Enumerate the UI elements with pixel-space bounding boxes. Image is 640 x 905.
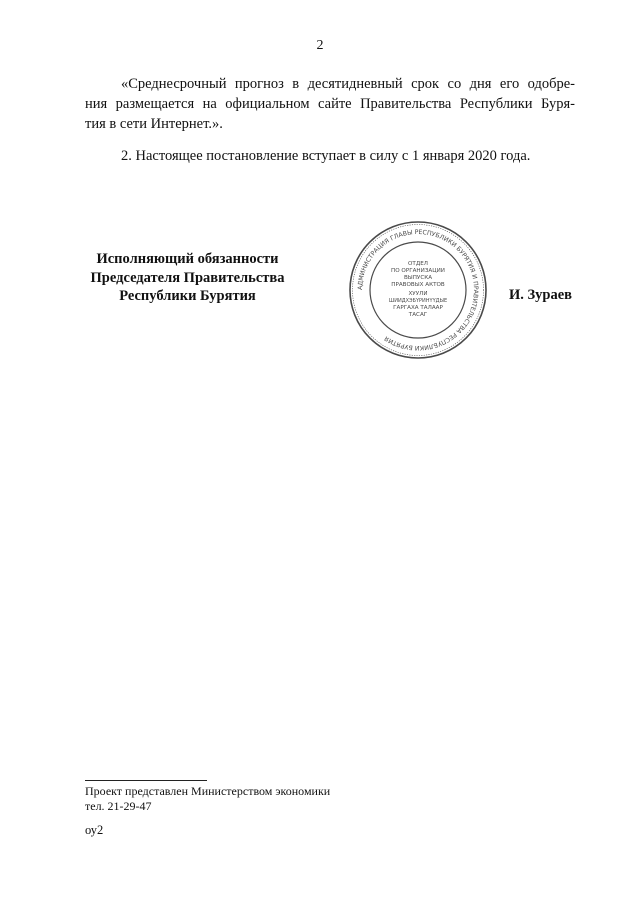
footnote xyxy=(85,784,330,813)
seal-inner-ring xyxy=(370,242,466,338)
paragraph-2: 2. Настоящее постановление вступает в силу с 1 января 2020 года. xyxy=(121,148,531,164)
seal-center-line: ТАСАГ xyxy=(408,312,428,318)
paragraph-1-line: «Среднесрочный прогноз в десятидневный срок со дня его одобре- xyxy=(121,76,575,92)
signer-title-line: Председателя Правительства xyxy=(90,269,285,286)
signer-title-line: Республики Бурятия xyxy=(119,288,256,304)
seal-center-line: ШИИДХЭБҮРИНҮҮДЫЕ xyxy=(388,298,448,304)
seal-center-line: ПРАВОВЫХ АКТОВ xyxy=(391,282,445,288)
seal-dotted-ring xyxy=(353,225,484,356)
footnote-line: тел. 21-29-47 xyxy=(85,798,152,813)
page-number: 2 xyxy=(316,38,324,53)
footnote-line: Проект представлен Министерством экономики xyxy=(85,784,331,798)
seal-center-line: ГАРГАХА ТАЛААР xyxy=(393,305,443,311)
paragraph-1 xyxy=(85,74,575,134)
seal-center-text xyxy=(389,261,447,318)
document-code: оу2 xyxy=(85,823,104,837)
paragraph-1-line: ния размещается на официальном сайте Правительства Республики Буря- xyxy=(85,96,575,112)
seal-center-line: ПО ОРГАНИЗАЦИИ xyxy=(391,268,445,274)
paragraph-1-line: тия в сети Интернет.». xyxy=(85,116,223,132)
seal-center-line: ВЫПУСКА xyxy=(403,275,433,281)
footnote-divider xyxy=(85,780,207,781)
signer-title xyxy=(80,250,295,306)
seal-center-line: ХУУЛИ xyxy=(408,291,428,297)
signer-name: И. Зураев xyxy=(509,287,573,303)
official-seal xyxy=(348,220,488,360)
signer-title-line: Исполняющий обязанности xyxy=(96,251,279,267)
seal-ring-text: АДМИНИСТРАЦИЯ ГЛАВЫ РЕСПУБЛИКИ БУРЯТИЯ И ПРАВИТЕЛЬСТВА РЕСПУБЛИКИ БУРЯТИЯ xyxy=(356,228,480,352)
seal-center-line: ОТДЕЛ xyxy=(408,261,428,267)
